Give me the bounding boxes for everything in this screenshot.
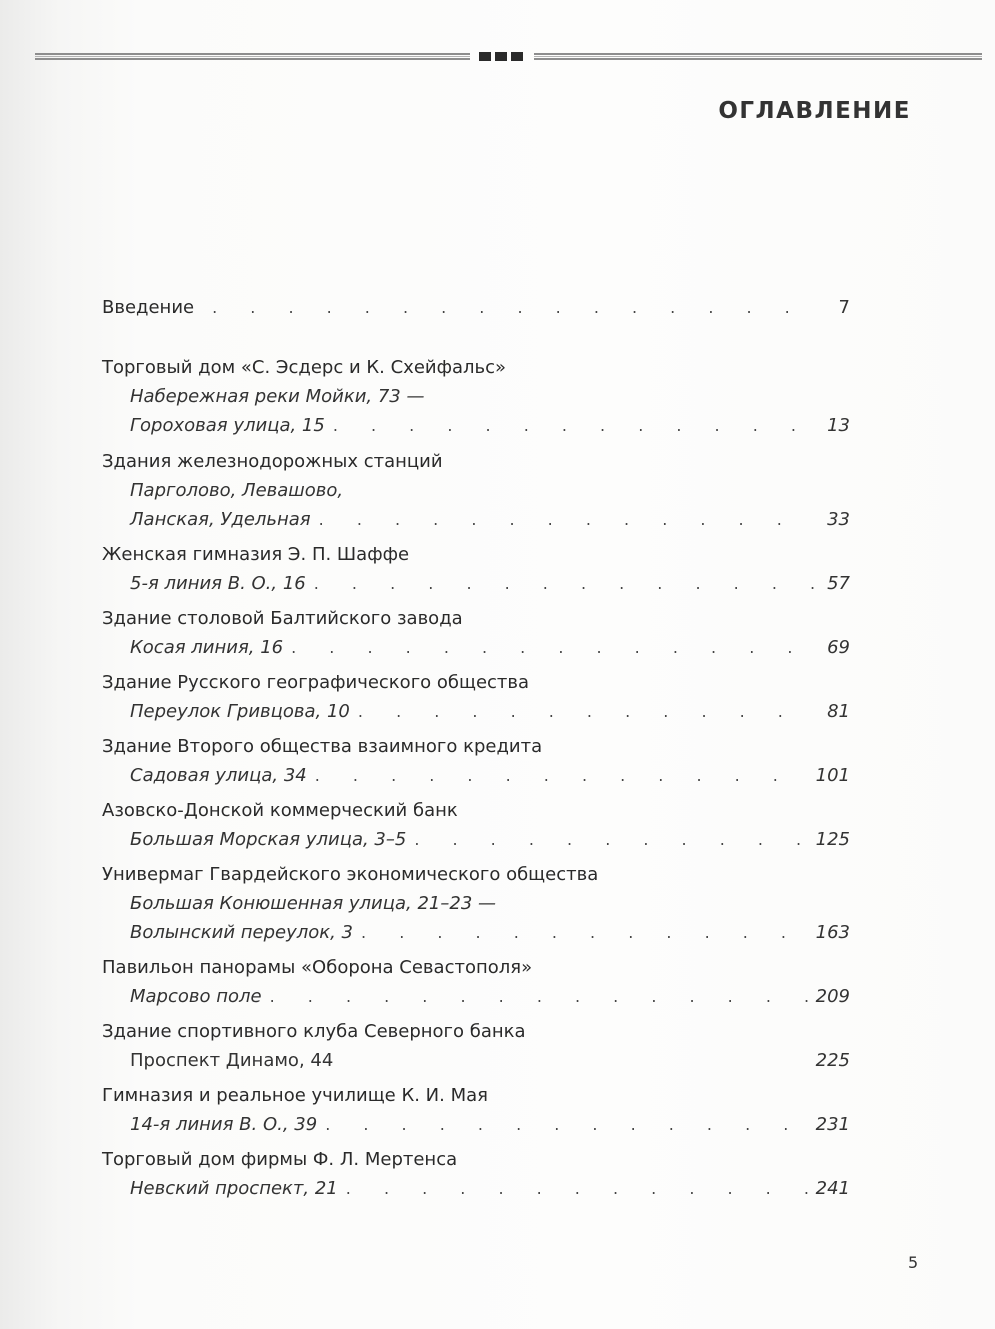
toc-page-number: 125 <box>815 829 850 850</box>
toc-entry-address: Парголово, Левашово, <box>130 480 344 501</box>
toc-entry-title: Введение <box>102 297 195 318</box>
header-ornament <box>479 52 523 61</box>
toc-entry-title: Женская гимназия Э. П. Шаффе <box>102 544 410 565</box>
header-rule-right <box>534 53 982 61</box>
dot-leader <box>361 918 810 947</box>
toc-page-number: 57 <box>827 573 850 594</box>
toc-entry-address: Марсово поле <box>130 986 262 1007</box>
page-title: ОГЛАВЛЕНИЕ <box>718 98 911 124</box>
toc-page-number: 241 <box>815 1178 850 1199</box>
toc-entry[interactable] <box>102 733 850 790</box>
toc-entry-title: Здание Русского географического общества <box>102 672 530 693</box>
toc-entry[interactable] <box>102 797 850 854</box>
toc-entry-address: 14-я линия В. О., 39 <box>130 1114 318 1135</box>
toc-entry-address: Волынский переулок, 3 <box>130 922 354 943</box>
toc-entry-title: Павильон панорамы «Оборона Севастополя» <box>102 957 533 978</box>
toc-entry-address: Большая Конюшенная улица, 21–23 — <box>130 893 497 914</box>
toc-entry[interactable] <box>102 1146 850 1203</box>
toc-page-number: 231 <box>815 1114 850 1135</box>
toc-entry[interactable] <box>102 669 850 726</box>
toc-entry-address: Проспект Динамо, 44 <box>130 1050 334 1071</box>
toc-entry-address: Большая Морская улица, 3–5 <box>130 829 407 850</box>
toc-entry[interactable] <box>102 605 850 662</box>
toc-page-number: 225 <box>815 1050 850 1071</box>
dot-leader <box>346 1174 810 1203</box>
toc-entry-address: Косая линия, 16 <box>130 637 284 658</box>
toc-page-number: 7 <box>838 297 850 318</box>
dot-leader <box>333 411 814 440</box>
dot-leader <box>291 633 814 662</box>
toc-entry[interactable] <box>102 861 850 947</box>
toc-entry-title: Универмаг Гвардейского экономического общества <box>102 864 599 885</box>
toc-entry-title: Здание спортивного клуба Северного банка <box>102 1021 526 1042</box>
dot-leader <box>212 294 814 322</box>
toc-entry-address: Набережная реки Мойки, 73 — <box>130 386 425 407</box>
dot-leader <box>358 697 814 726</box>
table-of-contents <box>102 294 850 1203</box>
dot-leader <box>315 761 810 790</box>
toc-entry-intro[interactable] <box>102 294 850 322</box>
page-number: 5 <box>908 1253 919 1272</box>
toc-entry[interactable] <box>102 954 850 1011</box>
toc-entry[interactable] <box>102 448 850 534</box>
dot-leader <box>319 505 814 534</box>
dot-leader <box>314 569 814 598</box>
toc-entry-address: Садовая улица, 34 <box>130 765 307 786</box>
dot-leader <box>325 1110 809 1139</box>
toc-page-number: 33 <box>827 509 850 530</box>
header-rule-left <box>35 53 470 61</box>
toc-entry[interactable] <box>102 1082 850 1139</box>
toc-entry[interactable] <box>102 541 850 598</box>
toc-entry[interactable] <box>102 354 850 440</box>
toc-page-number: 13 <box>827 415 850 436</box>
toc-entry-address: Невский проспект, 21 <box>130 1178 338 1199</box>
toc-entry-title: Здание Второго общества взаимного кредита <box>102 736 543 757</box>
toc-page-number: 209 <box>815 986 850 1007</box>
toc-entry-address: Ланская, Удельная <box>130 509 311 530</box>
toc-entry-address: Гороховая улица, 15 <box>130 415 325 436</box>
toc-entry-title: Здание столовой Балтийского завода <box>102 608 463 629</box>
toc-page-number: 69 <box>827 637 850 658</box>
toc-page-number: 101 <box>815 765 850 786</box>
toc-entry-title: Азовско-Донской коммерческий банк <box>102 800 458 821</box>
dot-leader <box>414 825 809 854</box>
toc-entry-title: Торговый дом фирмы Ф. Л. Мертенса <box>102 1149 458 1170</box>
toc-page-number: 81 <box>827 701 850 722</box>
toc-entry[interactable] <box>102 1018 850 1075</box>
toc-page-number: 163 <box>815 922 850 943</box>
dot-leader <box>270 982 810 1011</box>
toc-entry-title: Торговый дом «С. Эсдерс и К. Схейфальс» <box>102 357 507 378</box>
toc-entry-address: Переулок Гривцова, 10 <box>130 701 350 722</box>
toc-entry-address: 5-я линия В. О., 16 <box>130 573 306 594</box>
toc-entry-title: Гимназия и реальное училище К. И. Мая <box>102 1085 488 1106</box>
toc-entry-title: Здания железнодорожных станций <box>102 451 443 472</box>
